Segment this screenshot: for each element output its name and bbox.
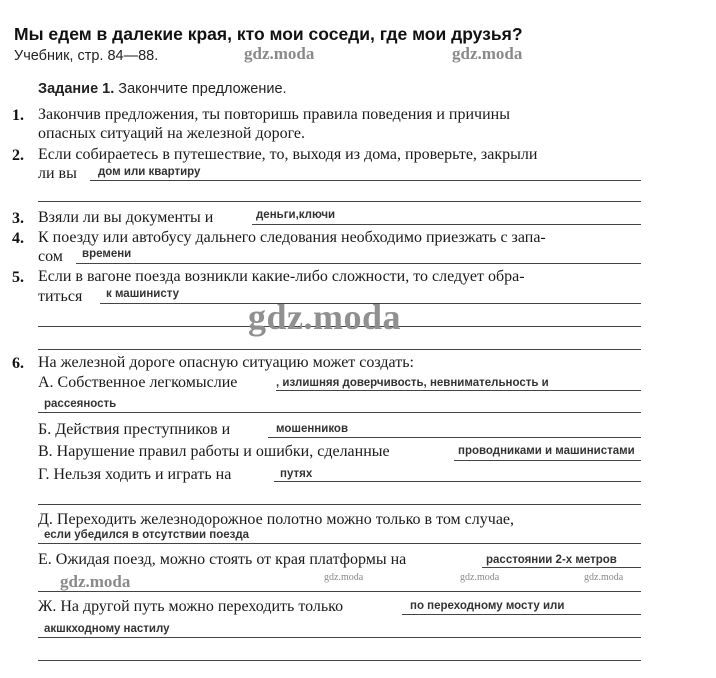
task-text: Закончите предложение. [114,81,287,97]
answer-text: дом или квартиру [98,166,201,178]
answer-line [454,460,641,461]
sub-item-text: Е. Ожидая поезд, можно стоять от края платформы на [38,551,407,568]
answer-text: по переходному мосту или [410,600,565,612]
answer-line [76,263,641,264]
item-number: 1. [12,107,24,124]
answer-line [38,637,641,638]
item-text: опасных ситуаций на железной дороге. [38,125,306,142]
answer-line [90,180,641,181]
sub-item-text: В. Нарушение правил работы и ошибки, сделанные [38,443,390,460]
sub-item-text: Ж. На другой путь можно переходить только [38,598,344,615]
item-text: Закончив предложения, ты повторишь правила поведения и причины [38,106,510,123]
textbook-reference: Учебник, стр. 84—88. [14,48,159,64]
answer-text: к машинисту [106,288,180,300]
answer-text: расстоянии 2-х метров [486,554,617,566]
answer-text: проводниками и машинистами [458,445,635,457]
item-number: 6. [12,355,24,372]
item-text: К поезду или автобусу дальнего следования необходимо приезжать с запа- [38,229,546,246]
item-text: ли вы [38,165,77,182]
watermark: gdz.moda [60,572,131,591]
answer-line [482,567,641,568]
item-text: титься [38,288,83,305]
answer-text: времени [82,248,132,260]
task-label: Задание 1. [38,81,115,97]
item-text: сом [38,248,63,265]
page-title: Мы едем в далекие края, кто мои соседи, где мои друзья? [14,24,523,44]
answer-line [38,349,641,350]
item-text: На железной дороге опасную ситуацию может создать: [38,354,414,371]
watermark: gdz.moda [324,572,364,583]
watermark: gdz.moda [452,44,523,63]
item-number: 4. [12,230,24,247]
sub-item-text: Д. Переходить железнодорожное полотно можно только в том случае, [38,511,515,528]
answer-line [274,481,641,482]
item-text: Взяли ли вы документы и [38,209,214,226]
watermark: gdz.moda [244,44,315,63]
watermark-large: gdz.moda [248,297,402,337]
answer-line [402,614,641,615]
answer-line [38,504,641,505]
item-number: 2. [12,147,24,164]
answer-line [38,660,641,661]
watermark: gdz.moda [460,572,500,583]
watermark: gdz.moda [584,572,624,583]
answer-line [38,543,641,544]
sub-item-text: А. Собственное легкомыслие [38,374,238,391]
answer-line [38,201,641,202]
answer-text: деньги,ключи [256,209,336,221]
sub-item-text: Г. Нельзя ходить и играть на [38,466,232,483]
item-number: 5. [12,269,24,286]
answer-line [38,591,641,592]
answer-line [38,412,641,413]
answer-line [268,437,641,438]
item-number: 3. [12,210,24,227]
answer-text: рассеяность [44,398,117,410]
item-text: Если в вагоне поезда возникли какие-либо сложности, то следует обра- [38,268,525,285]
answer-text: если убедился в отсутствии поезда [44,529,250,541]
answer-text: , излишняя доверчивость, невнимательность и [276,377,549,389]
task-heading [38,81,287,97]
sub-item-text: Б. Действия преступников и [38,421,231,438]
item-text: Если собираетесь в путешествие, то, выходя из дома, проверьте, закрыли [38,146,538,163]
answer-line [252,224,641,225]
answer-text: мошенников [276,423,349,435]
answer-line [276,390,641,391]
answer-text: акшкходному настилу [44,623,170,635]
answer-text: путях [280,468,313,480]
